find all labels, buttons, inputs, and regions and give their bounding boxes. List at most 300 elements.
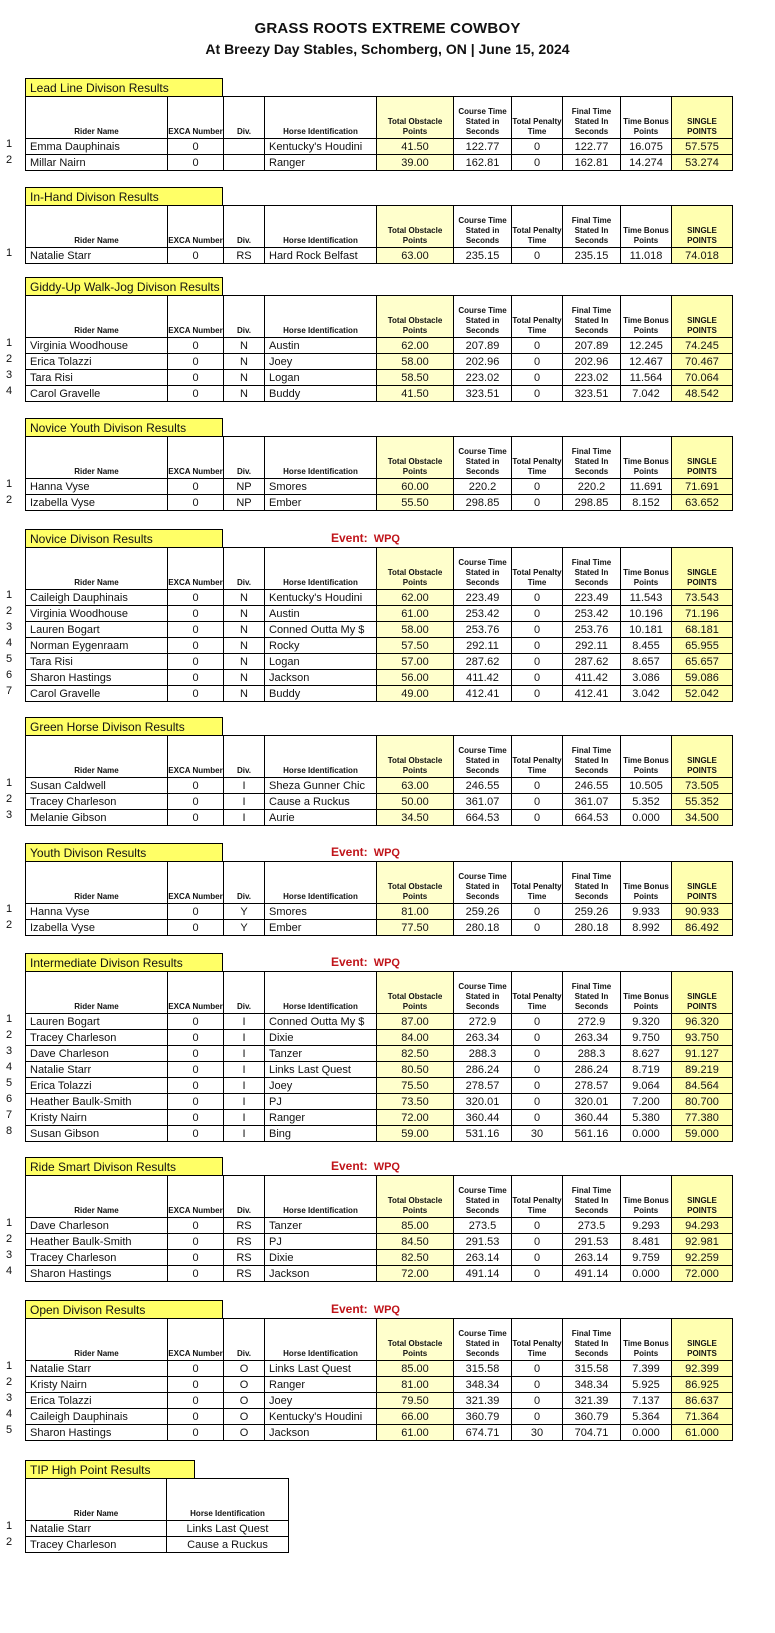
cell-penalty: 0 [512, 622, 563, 638]
column-header-rider: Rider Name [26, 972, 168, 1014]
column-header-exca: EXCA Number [168, 736, 224, 778]
cell-bonus: 11.018 [621, 248, 672, 264]
column-header-final: Final Time Stated In Seconds [563, 206, 621, 248]
cell-horse: Jackson [265, 670, 377, 686]
cell-exca: 0 [168, 1046, 224, 1062]
cell-horse: Buddy [265, 686, 377, 702]
cell-single: 94.293 [672, 1218, 733, 1234]
cell-bonus: 0.000 [621, 1126, 672, 1142]
cell-penalty: 0 [512, 810, 563, 826]
row-place: 1 [6, 478, 13, 490]
row-place: 6 [6, 1093, 13, 1105]
cell-bonus: 10.181 [621, 622, 672, 638]
cell-bonus: 12.467 [621, 354, 672, 370]
row-place: 5 [6, 1077, 13, 1089]
cell-exca: 0 [168, 1425, 224, 1441]
cell-obstacle: 39.00 [377, 155, 454, 171]
cell-penalty: 0 [512, 386, 563, 402]
table-header-row [26, 548, 733, 590]
cell-horse: Sheza Gunner Chic [265, 778, 377, 794]
row-place: 4 [6, 1408, 13, 1420]
cell-obstacle: 41.50 [377, 386, 454, 402]
row-place: 2 [6, 1376, 13, 1388]
cell-rider: Lauren Bogart [26, 622, 168, 638]
header [0, 0, 775, 57]
cell-div: N [224, 590, 265, 606]
cell-obstacle: 85.00 [377, 1361, 454, 1377]
cell-course: 315.58 [454, 1361, 512, 1377]
cell-course: 202.96 [454, 354, 512, 370]
cell-exca: 0 [168, 354, 224, 370]
column-header-obstacle: Total Obstacle Points [377, 97, 454, 139]
cell-penalty: 0 [512, 495, 563, 511]
table-row [26, 904, 733, 920]
cell-penalty: 0 [512, 1393, 563, 1409]
column-header-obstacle: Total Obstacle Points [377, 206, 454, 248]
cell-course: 412.41 [454, 686, 512, 702]
cell-final: 360.79 [563, 1409, 621, 1425]
cell-penalty: 0 [512, 479, 563, 495]
cell-single: 93.750 [672, 1030, 733, 1046]
cell-div: I [224, 1062, 265, 1078]
row-place: 1 [6, 337, 13, 349]
cell-obstacle: 61.00 [377, 606, 454, 622]
cell-exca: 0 [168, 1377, 224, 1393]
cell-exca: 0 [168, 1409, 224, 1425]
row-place: 2 [6, 1029, 13, 1041]
cell-course: 280.18 [454, 920, 512, 936]
table-row [26, 810, 733, 826]
cell-final: 253.42 [563, 606, 621, 622]
column-header-rider: Rider Name [26, 736, 168, 778]
cell-single: 53.274 [672, 155, 733, 171]
row-place: 1 [6, 1360, 13, 1372]
cell-div: N [224, 670, 265, 686]
column-header-single: SINGLE POINTS [672, 1176, 733, 1218]
cell-single: 72.000 [672, 1266, 733, 1282]
column-header-div: Div. [224, 206, 265, 248]
row-place: 1 [6, 138, 13, 150]
column-header-horse: Horse Identification [265, 548, 377, 590]
row-place: 6 [6, 669, 13, 681]
cell-course: 246.55 [454, 778, 512, 794]
cell-penalty: 0 [512, 606, 563, 622]
cell-horse: Kentucky's Houdini [265, 1409, 377, 1425]
cell-rider: Sharon Hastings [26, 670, 168, 686]
cell-bonus: 9.933 [621, 904, 672, 920]
cell-rider: Hanna Vyse [26, 479, 168, 495]
table-header-row [26, 862, 733, 904]
event-value: WPQ [373, 847, 400, 859]
cell-course: 278.57 [454, 1078, 512, 1094]
row-place: 2 [6, 793, 13, 805]
cell-bonus: 11.691 [621, 479, 672, 495]
cell-penalty: 0 [512, 338, 563, 354]
cell-rider: Tracey Charleson [26, 1537, 167, 1553]
cell-course: 321.39 [454, 1393, 512, 1409]
table-row [26, 1234, 733, 1250]
cell-final: 664.53 [563, 810, 621, 826]
cell-obstacle: 84.00 [377, 1030, 454, 1046]
column-header-horse: Horse Identification [265, 97, 377, 139]
cell-final: 280.18 [563, 920, 621, 936]
column-header-bonus: Time Bonus Points [621, 206, 672, 248]
column-header-course: Course Time Stated in Seconds [454, 97, 512, 139]
cell-rider: Heather Baulk-Smith [26, 1234, 168, 1250]
column-header-exca: EXCA Number [168, 97, 224, 139]
column-header-div: Div. [224, 1319, 265, 1361]
column-header-exca: EXCA Number [168, 548, 224, 590]
table-row [26, 1409, 733, 1425]
cell-div: N [224, 338, 265, 354]
cell-penalty: 0 [512, 794, 563, 810]
column-header-single: SINGLE POINTS [672, 862, 733, 904]
cell-div: N [224, 622, 265, 638]
cell-course: 348.34 [454, 1377, 512, 1393]
cell-obstacle: 57.00 [377, 654, 454, 670]
cell-rider: Dave Charleson [26, 1218, 168, 1234]
division-title: Lead Line Divison Results [25, 78, 223, 96]
cell-exca: 0 [168, 920, 224, 936]
results-table [25, 96, 733, 171]
cell-obstacle: 41.50 [377, 139, 454, 155]
cell-horse: Jackson [265, 1266, 377, 1282]
results-table [25, 1175, 733, 1282]
cell-obstacle: 55.50 [377, 495, 454, 511]
column-header-rider: Rider Name [26, 1479, 167, 1521]
cell-rider: Dave Charleson [26, 1046, 168, 1062]
cell-obstacle: 87.00 [377, 1014, 454, 1030]
cell-bonus: 7.137 [621, 1393, 672, 1409]
cell-course: 207.89 [454, 338, 512, 354]
cell-horse: Hard Rock Belfast [265, 248, 377, 264]
event-label-text: Event: [331, 845, 368, 859]
cell-div: I [224, 1046, 265, 1062]
cell-final: 348.34 [563, 1377, 621, 1393]
cell-div: N [224, 386, 265, 402]
column-header-horse: Horse Identification [265, 736, 377, 778]
row-place: 5 [6, 653, 13, 665]
cell-single: 91.127 [672, 1046, 733, 1062]
cell-obstacle: 50.00 [377, 794, 454, 810]
column-header-bonus: Time Bonus Points [621, 862, 672, 904]
cell-exca: 0 [168, 590, 224, 606]
cell-horse: Cause a Ruckus [265, 794, 377, 810]
cell-single: 52.042 [672, 686, 733, 702]
cell-single: 68.181 [672, 622, 733, 638]
cell-single: 70.467 [672, 354, 733, 370]
table-row [26, 686, 733, 702]
row-place: 2 [6, 353, 13, 365]
division-title: Ride Smart Divison Results [25, 1157, 223, 1175]
cell-penalty: 0 [512, 1361, 563, 1377]
table-row [26, 670, 733, 686]
column-header-final: Final Time Stated In Seconds [563, 97, 621, 139]
cell-penalty: 30 [512, 1425, 563, 1441]
cell-rider: Natalie Starr [26, 1521, 167, 1537]
column-header-final: Final Time Stated In Seconds [563, 296, 621, 338]
cell-bonus: 10.505 [621, 778, 672, 794]
table-header-row [26, 296, 733, 338]
cell-single: 65.955 [672, 638, 733, 654]
column-header-exca: EXCA Number [168, 296, 224, 338]
cell-div [224, 139, 265, 155]
cell-horse: Dixie [265, 1250, 377, 1266]
cell-final: 292.11 [563, 638, 621, 654]
column-header-div: Div. [224, 862, 265, 904]
cell-penalty: 0 [512, 1409, 563, 1425]
tip-table [25, 1478, 289, 1553]
cell-bonus: 9.759 [621, 1250, 672, 1266]
cell-final: 259.26 [563, 904, 621, 920]
cell-rider: Erica Tolazzi [26, 1078, 168, 1094]
cell-course: 292.11 [454, 638, 512, 654]
column-header-single: SINGLE POINTS [672, 206, 733, 248]
cell-rider: Erica Tolazzi [26, 354, 168, 370]
cell-rider: Virginia Woodhouse [26, 338, 168, 354]
column-header-bonus: Time Bonus Points [621, 97, 672, 139]
cell-exca: 0 [168, 1014, 224, 1030]
cell-course: 291.53 [454, 1234, 512, 1250]
cell-bonus: 9.064 [621, 1078, 672, 1094]
cell-exca: 0 [168, 622, 224, 638]
event-value: WPQ [373, 1304, 400, 1316]
cell-horse: PJ [265, 1234, 377, 1250]
cell-penalty: 0 [512, 1062, 563, 1078]
cell-penalty: 0 [512, 354, 563, 370]
cell-single: 77.380 [672, 1110, 733, 1126]
cell-course: 320.01 [454, 1094, 512, 1110]
cell-final: 223.02 [563, 370, 621, 386]
cell-exca: 0 [168, 638, 224, 654]
cell-obstacle: 61.00 [377, 1425, 454, 1441]
cell-rider: Melanie Gibson [26, 810, 168, 826]
column-header-final: Final Time Stated In Seconds [563, 1319, 621, 1361]
table-row [26, 606, 733, 622]
column-header-div: Div. [224, 97, 265, 139]
cell-div: O [224, 1377, 265, 1393]
cell-horse: Ember [265, 495, 377, 511]
column-header-horse: Horse Identification [167, 1479, 289, 1521]
cell-exca: 0 [168, 495, 224, 511]
cell-rider: Kristy Nairn [26, 1110, 168, 1126]
cell-single: 73.543 [672, 590, 733, 606]
division-title: Youth Divison Results [25, 843, 223, 861]
cell-course: 259.26 [454, 904, 512, 920]
cell-horse: Smores [265, 479, 377, 495]
table-row [26, 1521, 289, 1537]
column-header-penalty: Total Penalty Time [512, 97, 563, 139]
cell-final: 704.71 [563, 1425, 621, 1441]
cell-final: 288.3 [563, 1046, 621, 1062]
results-table [25, 735, 733, 826]
cell-exca: 0 [168, 1078, 224, 1094]
column-header-penalty: Total Penalty Time [512, 437, 563, 479]
cell-horse: Conned Outta My $ [265, 622, 377, 638]
cell-course: 531.16 [454, 1126, 512, 1142]
column-header-horse: Horse Identification [265, 972, 377, 1014]
cell-penalty: 0 [512, 1030, 563, 1046]
table-row [26, 155, 733, 171]
column-header-obstacle: Total Obstacle Points [377, 972, 454, 1014]
cell-obstacle: 62.00 [377, 590, 454, 606]
row-place: 2 [6, 1233, 13, 1245]
cell-bonus: 11.543 [621, 590, 672, 606]
column-header-bonus: Time Bonus Points [621, 548, 672, 590]
column-header-div: Div. [224, 736, 265, 778]
column-header-bonus: Time Bonus Points [621, 296, 672, 338]
cell-course: 491.14 [454, 1266, 512, 1282]
cell-exca: 0 [168, 1126, 224, 1142]
cell-bonus: 0.000 [621, 1266, 672, 1282]
column-header-horse: Horse Identification [265, 1176, 377, 1218]
cell-horse: Conned Outta My $ [265, 1014, 377, 1030]
cell-div: N [224, 686, 265, 702]
column-header-obstacle: Total Obstacle Points [377, 437, 454, 479]
cell-exca: 0 [168, 1030, 224, 1046]
column-header-penalty: Total Penalty Time [512, 1176, 563, 1218]
cell-final: 122.77 [563, 139, 621, 155]
event-label [331, 1159, 400, 1173]
division-title: Intermediate Divison Results [25, 953, 223, 971]
cell-rider: Izabella Vyse [26, 495, 168, 511]
cell-course: 253.42 [454, 606, 512, 622]
cell-rider: Tracey Charleson [26, 1030, 168, 1046]
division-title: Green Horse Divison Results [25, 717, 223, 735]
cell-bonus: 10.196 [621, 606, 672, 622]
cell-obstacle: 81.00 [377, 904, 454, 920]
row-place: 1 [6, 1217, 13, 1229]
cell-course: 122.77 [454, 139, 512, 155]
cell-obstacle: 63.00 [377, 778, 454, 794]
cell-penalty: 0 [512, 1234, 563, 1250]
column-header-obstacle: Total Obstacle Points [377, 548, 454, 590]
cell-obstacle: 58.00 [377, 622, 454, 638]
table-header-row [26, 437, 733, 479]
row-place: 1 [6, 903, 13, 915]
cell-div: Y [224, 920, 265, 936]
cell-horse: Smores [265, 904, 377, 920]
cell-penalty: 0 [512, 778, 563, 794]
page-subtitle: At Breezy Day Stables, Schomberg, ON | June 15, 2024 [205, 41, 570, 57]
column-header-course: Course Time Stated in Seconds [454, 206, 512, 248]
table-row [26, 638, 733, 654]
table-header-row [26, 1479, 289, 1521]
cell-penalty: 0 [512, 654, 563, 670]
cell-course: 287.62 [454, 654, 512, 670]
column-header-single: SINGLE POINTS [672, 97, 733, 139]
cell-bonus: 5.925 [621, 1377, 672, 1393]
table-row [26, 1046, 733, 1062]
cell-horse: Buddy [265, 386, 377, 402]
cell-obstacle: 82.50 [377, 1046, 454, 1062]
cell-final: 273.5 [563, 1218, 621, 1234]
division-title: Novice Divison Results [25, 529, 223, 547]
cell-exca: 0 [168, 606, 224, 622]
column-header-final: Final Time Stated In Seconds [563, 1176, 621, 1218]
cell-penalty: 0 [512, 1110, 563, 1126]
event-label [331, 845, 400, 859]
column-header-penalty: Total Penalty Time [512, 548, 563, 590]
cell-single: 86.637 [672, 1393, 733, 1409]
cell-bonus: 0.000 [621, 810, 672, 826]
row-place: 2 [6, 1536, 13, 1548]
column-header-bonus: Time Bonus Points [621, 437, 672, 479]
cell-single: 86.492 [672, 920, 733, 936]
results-table [25, 861, 733, 936]
cell-final: 287.62 [563, 654, 621, 670]
cell-penalty: 0 [512, 904, 563, 920]
column-header-single: SINGLE POINTS [672, 736, 733, 778]
column-header-single: SINGLE POINTS [672, 437, 733, 479]
table-row [26, 386, 733, 402]
cell-course: 360.79 [454, 1409, 512, 1425]
cell-single: 34.500 [672, 810, 733, 826]
cell-penalty: 0 [512, 1078, 563, 1094]
column-header-penalty: Total Penalty Time [512, 862, 563, 904]
column-header-course: Course Time Stated in Seconds [454, 1176, 512, 1218]
cell-single: 57.575 [672, 139, 733, 155]
cell-div: N [224, 370, 265, 386]
cell-obstacle: 81.00 [377, 1377, 454, 1393]
column-header-horse: Horse Identification [265, 296, 377, 338]
table-row [26, 1030, 733, 1046]
cell-course: 298.85 [454, 495, 512, 511]
row-place: 7 [6, 685, 13, 697]
column-header-exca: EXCA Number [168, 972, 224, 1014]
cell-div: N [224, 654, 265, 670]
cell-exca: 0 [168, 654, 224, 670]
cell-horse: Joey [265, 1078, 377, 1094]
cell-bonus: 9.750 [621, 1030, 672, 1046]
cell-final: 315.58 [563, 1361, 621, 1377]
division-title: Novice Youth Divison Results [25, 418, 223, 436]
cell-div: I [224, 1094, 265, 1110]
cell-rider: Tracey Charleson [26, 1250, 168, 1266]
cell-exca: 0 [168, 155, 224, 171]
cell-single: 89.219 [672, 1062, 733, 1078]
cell-bonus: 11.564 [621, 370, 672, 386]
cell-penalty: 0 [512, 670, 563, 686]
cell-bonus: 8.152 [621, 495, 672, 511]
table-header-row [26, 736, 733, 778]
row-place: 2 [6, 919, 13, 931]
cell-horse: Ember [265, 920, 377, 936]
cell-horse: Logan [265, 370, 377, 386]
row-place: 1 [6, 777, 13, 789]
cell-rider: Caileigh Dauphinais [26, 590, 168, 606]
cell-course: 223.49 [454, 590, 512, 606]
cell-exca: 0 [168, 1361, 224, 1377]
cell-rider: Tara Risi [26, 654, 168, 670]
cell-penalty: 0 [512, 1014, 563, 1030]
cell-penalty: 0 [512, 1377, 563, 1393]
cell-horse: Dixie [265, 1030, 377, 1046]
cell-single: 74.018 [672, 248, 733, 264]
cell-obstacle: 56.00 [377, 670, 454, 686]
cell-horse: Joey [265, 1393, 377, 1409]
cell-single: 71.691 [672, 479, 733, 495]
cell-exca: 0 [168, 1250, 224, 1266]
table-row [26, 622, 733, 638]
cell-final: 320.01 [563, 1094, 621, 1110]
column-header-course: Course Time Stated in Seconds [454, 548, 512, 590]
column-header-course: Course Time Stated in Seconds [454, 972, 512, 1014]
cell-obstacle: 72.00 [377, 1266, 454, 1282]
cell-single: 92.399 [672, 1361, 733, 1377]
cell-obstacle: 82.50 [377, 1250, 454, 1266]
cell-div: I [224, 794, 265, 810]
